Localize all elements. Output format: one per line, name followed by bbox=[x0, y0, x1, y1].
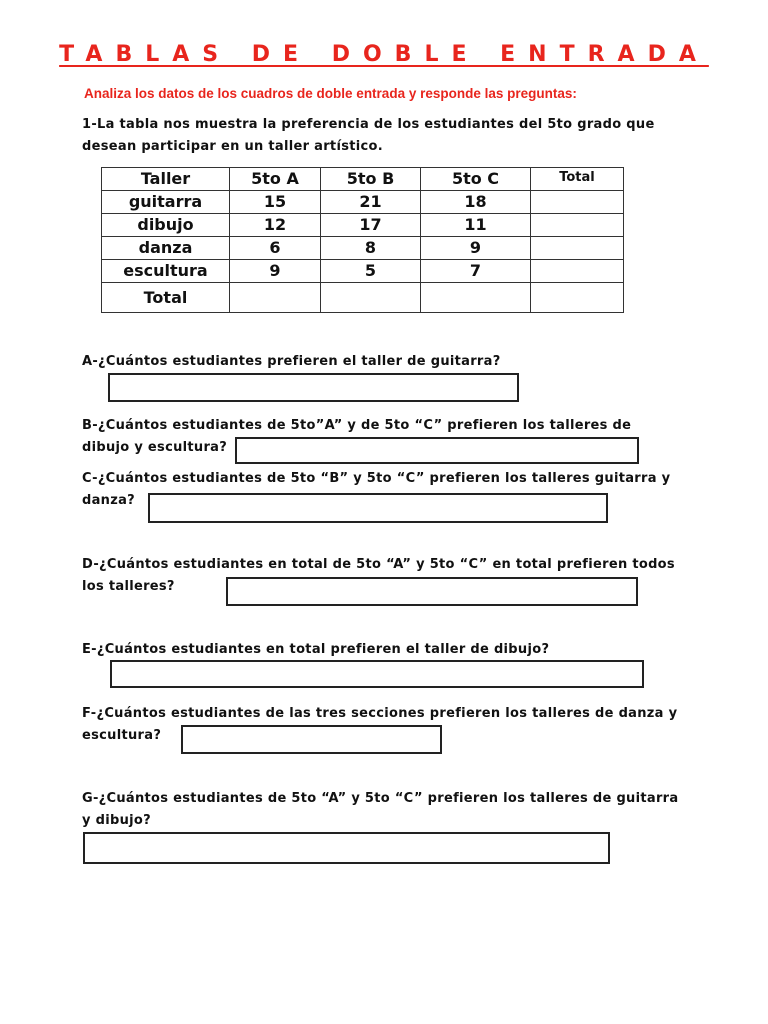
question-g: G-¿Cuántos estudiantes de 5to “A” y 5to “C” prefieren los talleres de guitarra y dibujo? bbox=[82, 791, 679, 828]
question-d: D-¿Cuántos estudiantes en total de 5to “A” y 5to “C” en total prefieren todos los talleres? bbox=[82, 557, 675, 594]
answer-box-e[interactable] bbox=[110, 660, 644, 688]
table-header-row bbox=[102, 168, 624, 191]
table-cell: Total bbox=[102, 283, 230, 313]
question-e: E-¿Cuántos estudiantes en total prefieren el taller de dibujo? bbox=[82, 642, 550, 657]
table-header-cell: 5to C bbox=[421, 168, 531, 191]
table-cell: dibujo bbox=[102, 214, 230, 237]
table-header-cell: 5to A bbox=[230, 168, 321, 191]
instruction-text: Analiza los datos de los cuadros de doble entrada y responde las preguntas: bbox=[84, 86, 577, 101]
table-cell: 15 bbox=[230, 191, 321, 214]
answer-box-b[interactable] bbox=[235, 437, 639, 464]
table-cell-total[interactable] bbox=[531, 237, 624, 260]
answer-box-a[interactable] bbox=[108, 373, 519, 402]
table-cell: 21 bbox=[321, 191, 421, 214]
table-cell: 17 bbox=[321, 214, 421, 237]
table-cell-total[interactable] bbox=[531, 283, 624, 313]
table-cell-total[interactable] bbox=[531, 214, 624, 237]
table-row bbox=[102, 214, 624, 237]
table-cell: 9 bbox=[421, 237, 531, 260]
table-cell: 18 bbox=[421, 191, 531, 214]
question-a: A-¿Cuántos estudiantes prefieren el taller de guitarra? bbox=[82, 354, 501, 369]
answer-box-c[interactable] bbox=[148, 493, 608, 523]
table-cell-total[interactable] bbox=[321, 283, 421, 313]
table-cell: 5 bbox=[321, 260, 421, 283]
table-cell-total[interactable] bbox=[421, 283, 531, 313]
table-cell-total[interactable] bbox=[531, 260, 624, 283]
answer-box-f[interactable] bbox=[181, 725, 442, 754]
table-cell: 7 bbox=[421, 260, 531, 283]
table-cell-total[interactable] bbox=[230, 283, 321, 313]
table-cell: 6 bbox=[230, 237, 321, 260]
question-c: C-¿Cuántos estudiantes de 5to “B” y 5to “C” prefieren los talleres guitarra y danza? bbox=[82, 471, 671, 508]
table-cell: danza bbox=[102, 237, 230, 260]
table-cell: guitarra bbox=[102, 191, 230, 214]
table-cell: 11 bbox=[421, 214, 531, 237]
intro-text: 1-La tabla nos muestra la preferencia de los estudiantes del 5to grado que desean participar en un taller artístico. bbox=[82, 117, 655, 154]
table-cell: 12 bbox=[230, 214, 321, 237]
answer-box-d[interactable] bbox=[226, 577, 638, 606]
table-cell: escultura bbox=[102, 260, 230, 283]
table-row bbox=[102, 260, 624, 283]
table-row bbox=[102, 191, 624, 214]
table-row bbox=[102, 237, 624, 260]
table-header-cell: Taller bbox=[102, 168, 230, 191]
table-total-row bbox=[102, 283, 624, 313]
table-cell: 8 bbox=[321, 237, 421, 260]
question-f: F-¿Cuántos estudiantes de las tres secciones prefieren los talleres de danza y escultura? bbox=[82, 706, 678, 743]
page-title: TABLAS DE DOBLE ENTRADA bbox=[59, 42, 709, 67]
table-cell-total[interactable] bbox=[531, 191, 624, 214]
data-table bbox=[101, 167, 624, 313]
table-cell: 9 bbox=[230, 260, 321, 283]
table-header-cell: 5to B bbox=[321, 168, 421, 191]
question-b: B-¿Cuántos estudiantes de 5to”A” y de 5to “C” prefieren los talleres de dibujo y escultura? bbox=[82, 418, 632, 455]
answer-box-g[interactable] bbox=[83, 832, 610, 864]
table-header-cell: Total bbox=[531, 168, 624, 191]
